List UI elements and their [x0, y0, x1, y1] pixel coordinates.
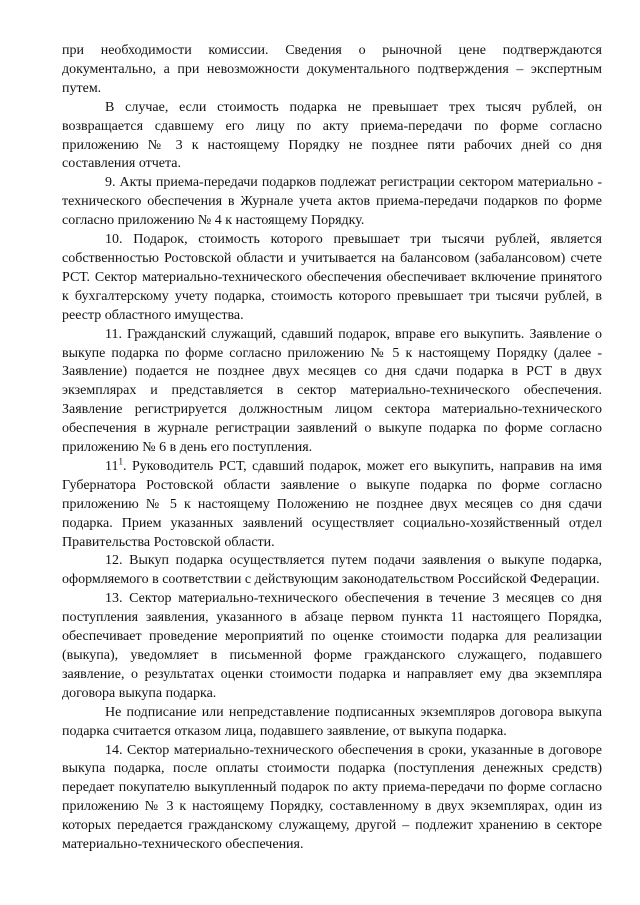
- paragraph-continuation: при необходимости комиссии. Сведения о рыночной цене подтверждаются документально, а при невозможности документального подтверждения – экспертным путем.: [62, 43, 602, 96]
- paragraph-number: 11: [105, 458, 119, 474]
- paragraph-return-gift: В случае, если стоимость подарка не превышает трех тысяч рублей, он возвращается сдавшему его лицу по акту приема-передачи по форме согласно приложению № 3 к настоящему Порядку не позднее пяти рабочих дней со дня составления отчета.: [62, 99, 602, 172]
- paragraph-13: 13. Сектор материально-технического обеспечения в течение 3 месяцев со дня поступления заявления, указанного в абзаце первом пункта 11 настоящего Порядка, обеспечивает проведение мероприятий по оценке стоимости подарка для реализации (выкупа), уведомляет в письменной форме гражданского служащего, подавшего заявление, о результатах оценки стоимости подарка и направляет ему два экземпляра договора выкупа подарка.: [62, 591, 602, 701]
- paragraph-9: 9. Акты приема-передачи подарков подлежат регистрации сектором материально - технического обеспечения в Журнале учета актов приема-передачи подарков по форме согласно приложению № 4 к настоящему Порядку.: [62, 175, 602, 229]
- document-body: [62, 42, 602, 855]
- paragraph-10: 10. Подарок, стоимость которого превышает три тысячи рублей, является собственностью Ростовской области и учитывается на балансовом (забалансовом) счете РСТ. Сектор материально-технического обеспечения обеспечивает включение принятого к бухгалтерскому учету подарка, стоимость которого превышает три тысячи рублей, в реестр областного имущества.: [62, 232, 602, 323]
- paragraph-11-1: [62, 458, 602, 553]
- paragraph-12: 12. Выкуп подарка осуществляется путем подачи заявления о выкупе подарка, оформляемого в соответствии с действующим законодательством Российской Федерации.: [62, 553, 602, 588]
- paragraph-text: . Руководитель РСТ, сдавший подарок, может его выкупить, направив на имя Губернатора Ростовской области заявление о выкупе подарка по форме согласно приложению № 5 к настоящему Положению не позднее двух месяцев со дня сдачи подарка. Прием указанных заявлений осуществляет социально-хозяйственный отдел Правительства Ростовской области.: [62, 458, 602, 550]
- paragraph-11: 11. Гражданский служащий, сдавший подарок, вправе его выкупить. Заявление о выкупе подарка по форме согласно приложению № 5 к настоящему Порядку (далее - Заявление) подается не позднее двух месяцев со дня сдачи подарка в РСТ в двух экземплярах и представляется в сектор материально-технического обеспечения. Заявление регистрируется должностным лицом сектора материально-технического обеспечения в журнале регистрации заявлений о выкупе подарка по форме согласно приложению № 6 в день его поступления.: [62, 326, 602, 456]
- paragraph-14: 14. Сектор материально-технического обеспечения в сроки, указанные в договоре выкупа подарка, после оплаты стоимости подарка (поступления денежных средств) передает покупателю выкупленный подарок по акту приема-передачи по форме согласно приложению № 3 к настоящему Порядку, составленному в двух экземплярах, один из которых передается гражданскому служащему, другой – подлежит хранению в секторе материально-технического обеспечения.: [62, 742, 602, 853]
- paragraph-refusal: Не подписание или непредставление подписанных экземпляров договора выкупа подарка считается отказом лица, подавшего заявление, от выкупа подарка.: [62, 704, 602, 739]
- paragraph-superscript: 1: [118, 456, 123, 467]
